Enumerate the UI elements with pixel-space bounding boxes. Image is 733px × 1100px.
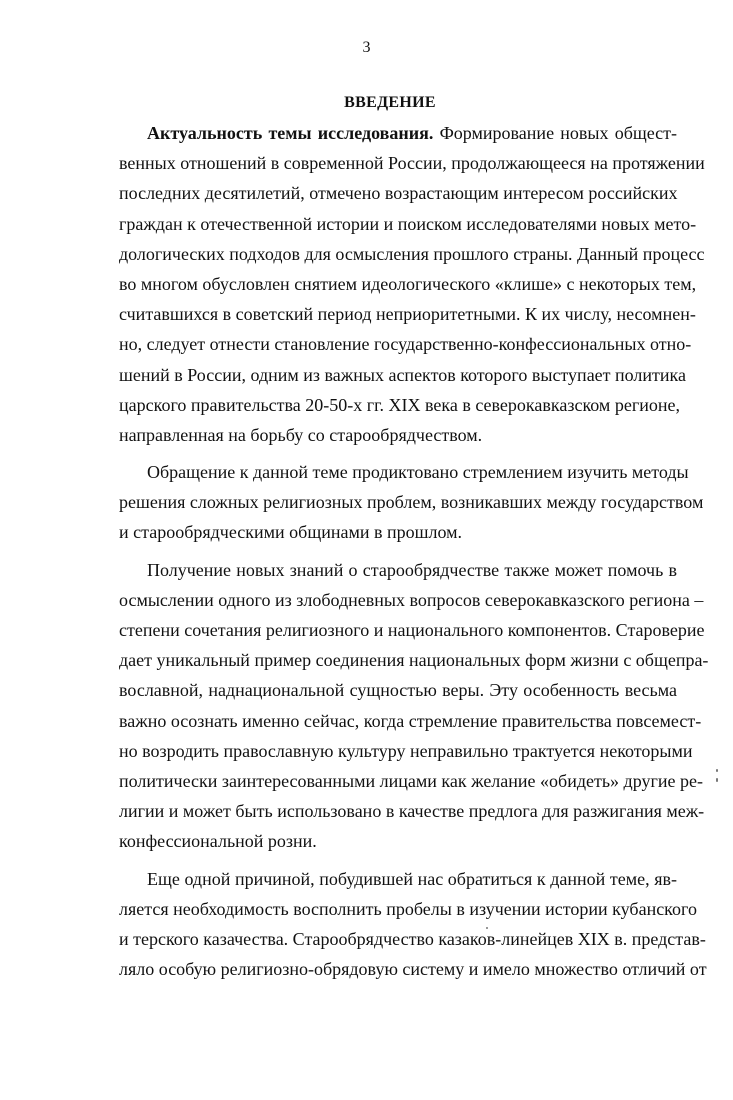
- scan-speck: [716, 769, 718, 772]
- text-line: граждан к отечественной истории и поиском исследователями новых мето-: [119, 213, 697, 234]
- text-line: Актуальность темы исследования. Формирование новых общест-: [147, 123, 678, 143]
- paragraph-appeal: [119, 457, 704, 548]
- text-line: вославной, наднациональной сущностью веры. Эту особенность весьма: [119, 680, 677, 701]
- paragraph-cossacks: [119, 864, 707, 985]
- text-line: и терского казачества. Старообрядчество казаков-линейцев XIX в. представ-: [119, 928, 706, 949]
- lead-heading: Актуальность темы исследования.: [147, 123, 434, 143]
- text-line: лигии и может быть использовано в качестве предлога для разжигания меж-: [119, 801, 705, 822]
- scan-speck: [486, 927, 488, 929]
- text-line: степени сочетания религиозного и национального компонентов. Староверие: [119, 620, 705, 640]
- text-line: венных отношений в современной России, продолжающееся на протяжении: [119, 153, 705, 174]
- text-line: считавшихся в советский период неприоритетными. К их числу, несомнен-: [119, 304, 696, 325]
- text-line: ляло особую религиозно-обрядовую систему и имело множество отличий от: [119, 959, 707, 980]
- text-line: царского правительства 20-50-х гг. XIX века в северокавказском регионе,: [119, 394, 680, 415]
- text-line: направленная на борьбу со старообрядчеством.: [119, 424, 483, 445]
- text-line: шений в России, одним из важных аспектов которого выступает политика: [119, 364, 687, 385]
- paragraph-knowledge: [119, 555, 709, 857]
- document-body: [119, 118, 709, 984]
- text-line: дает уникальный пример соединения национальных форм жизни с общепра-: [119, 650, 709, 671]
- text-line: важно осознать именно сейчас, когда стремление правительства повсемест-: [119, 710, 702, 731]
- text-line: Еще одной причиной, побудившей нас обратиться к данной теме, яв-: [147, 868, 677, 889]
- text-line: конфессиональной розни.: [119, 831, 317, 852]
- text-line: решения сложных религиозных проблем, возникавших между государством: [119, 492, 704, 513]
- page-number: 3: [362, 39, 371, 56]
- text-line: Обращение к данной теме продиктовано стремлением изучить методы: [147, 462, 689, 483]
- text-line: во многом обусловлен снятием идеологического «клише» с некоторых тем,: [119, 273, 697, 294]
- scan-speck: [716, 778, 718, 782]
- text-line: осмыслении одного из злободневных вопросов северокавказского региона –: [119, 589, 704, 610]
- text-line: Получение новых знаний о старообрядчестве также может помочь в: [147, 559, 677, 580]
- paragraph-relevance: [119, 118, 705, 450]
- text-line: ляется необходимость восполнить пробелы в изучении истории кубанского: [119, 898, 697, 919]
- text-line: но возродить православную культуру неправильно трактуется некоторыми: [119, 740, 693, 761]
- section-title: ВВЕДЕНИЕ: [344, 94, 436, 111]
- text-line: последних десятилетий, отмечено возрастающим интересом российских: [119, 183, 678, 204]
- text-line: дологических подходов для осмысления прошлого страны. Данный процесс: [119, 243, 705, 264]
- text-line: и старообрядческими общинами в прошлом.: [119, 522, 462, 543]
- text-line: политически заинтересованными лицами как желание «обидеть» другие ре-: [119, 770, 703, 791]
- text-line: но, следует отнести становление государственно-конфессиональных отно-: [119, 334, 692, 355]
